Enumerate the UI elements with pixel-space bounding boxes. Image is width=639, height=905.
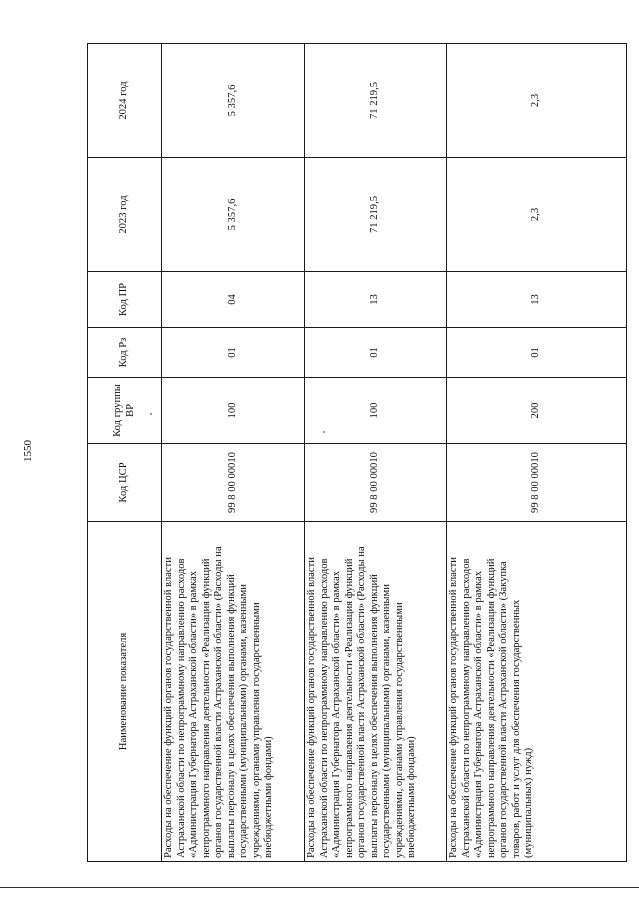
header-2023: 2023 год — [88, 158, 162, 272]
scan-speck — [150, 413, 152, 415]
row-vr: 200 — [447, 378, 627, 444]
page-number: 1550 — [22, 440, 34, 462]
row-csr: 99 8 00 00010 — [447, 444, 627, 522]
table-wrapper — [87, 44, 626, 862]
row-name: Расходы на обеспечение функций органов государственной власти Астраханской области по непрограммному направлению расходов «Администрация Губернатора Астраханской области» в рамках непрограммного направления деятельности «Реализация функций органов государственной власти Астраханской области» (Закупка товаров, работ и услуг для обеспечения государственных (муниципальных) нужд) — [447, 522, 627, 862]
rotated-table-area — [87, 44, 626, 862]
scan-speck — [323, 431, 325, 433]
table-header-row — [88, 44, 162, 862]
header-rz: Код Рз — [88, 328, 162, 378]
row-csr: 99 8 00 00010 — [162, 444, 305, 522]
table-row — [162, 44, 305, 862]
row-2024: 2,3 — [447, 44, 627, 158]
row-2024: 5 357,6 — [162, 44, 305, 158]
row-vr: 100 — [305, 378, 447, 444]
row-2023: 71 219,5 — [305, 158, 447, 272]
row-pr: 04 — [162, 272, 305, 328]
row-pr: 13 — [447, 272, 627, 328]
header-name: Наименование показателя — [88, 522, 162, 862]
scan-edge-line — [0, 887, 639, 888]
header-pr: Код ПР — [88, 272, 162, 328]
row-rz: 01 — [305, 328, 447, 378]
header-vr: Код группы ВР — [88, 378, 162, 444]
header-2024: 2024 год — [88, 44, 162, 158]
row-2023: 2,3 — [447, 158, 627, 272]
row-vr: 100 — [162, 378, 305, 444]
table-row — [447, 44, 627, 862]
row-pr: 13 — [305, 272, 447, 328]
row-2024: 71 219,5 — [305, 44, 447, 158]
row-rz: 01 — [162, 328, 305, 378]
row-name: Расходы на обеспечение функций органов государственной власти Астраханской области по непрограммному направлению расходов «Администрация Губернатора Астраханской области» в рамках непрограммного направления деятельности «Реализация функций органов государственной власти Астраханской области» (Расходы на выплаты персоналу в целях обеспечения выполнения функций государственными (муниципальными) органами, казенными учреждениями, органами управления государственными внебюджетными фондами) — [162, 522, 305, 862]
row-name: Расходы на обеспечение функций органов государственной власти Астраханской области по непрограммному направлению расходов «Администрация Губернатора Астраханской области» в рамках непрограммного направления деятельности «Реализация функций органов государственной власти Астраханской области» (Расходы на выплаты персоналу в целях обеспечения выполнения функций государственными (муниципальными) органами, казенными учреждениями, органами управления государственными внебюджетными фондами) — [305, 522, 447, 862]
header-csr: Код ЦСР — [88, 444, 162, 522]
budget-table — [87, 43, 627, 862]
row-2023: 5 357,6 — [162, 158, 305, 272]
row-rz: 01 — [447, 328, 627, 378]
row-csr: 99 8 00 00010 — [305, 444, 447, 522]
table-row — [305, 44, 447, 862]
